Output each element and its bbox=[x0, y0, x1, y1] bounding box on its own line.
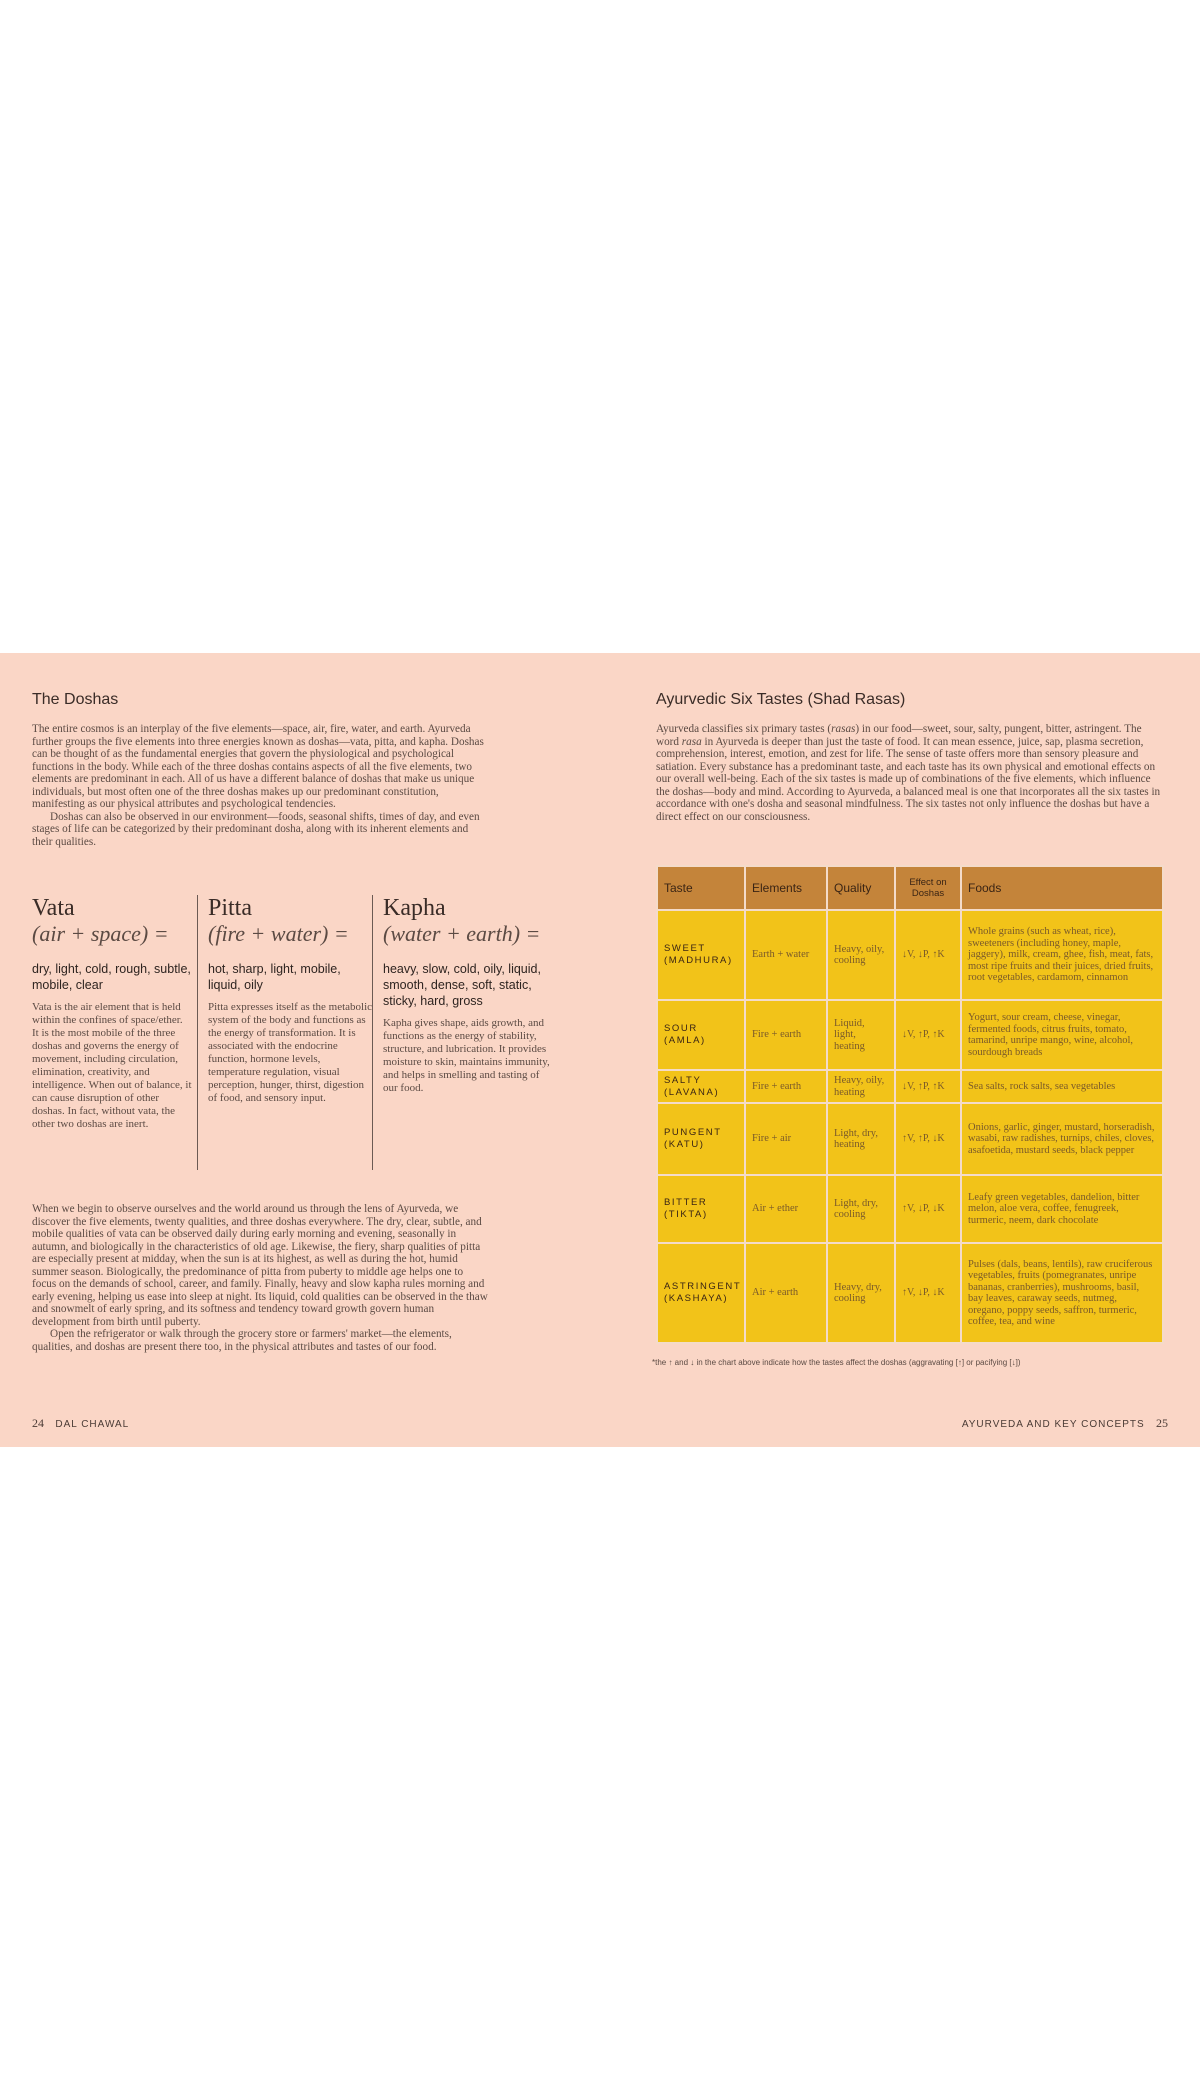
elements-cell: Air + ether bbox=[745, 1175, 827, 1243]
elements-cell: Air + earth bbox=[745, 1243, 827, 1343]
elements-cell: Fire + air bbox=[745, 1103, 827, 1175]
doshas-intro bbox=[32, 723, 487, 848]
doshas-outro-p2: Open the refrigerator or walk through the grocery store or farmers' market—the elements, qualities, and doshas are present there too, in the physical attributes and tastes of our food. bbox=[32, 1328, 452, 1354]
effect-cell: ↓V, ↑P, ↑K bbox=[895, 1070, 961, 1103]
table-row bbox=[657, 910, 1163, 1000]
foods-cell: Pulses (dals, beans, lentils), raw cruciferous vegetables, fruits (pomegranates, unripe bananas, cranberries), mushrooms, basil, bay leaves, caraway seeds, nutmeg, oregano, poppy seeds, saffron, turmeric, coffee, tea, and wine bbox=[961, 1243, 1163, 1343]
doshas-title: The Doshas bbox=[32, 691, 119, 708]
quality-cell: Liquid, light, heating bbox=[827, 1000, 895, 1070]
taste-cell: BITTER (TIKTA) bbox=[657, 1175, 745, 1243]
dosha-equation: (air + space) = bbox=[32, 921, 169, 946]
taste-cell: PUNGENT (KATU) bbox=[657, 1103, 745, 1175]
effect-cell: ↓V, ↑P, ↑K bbox=[895, 1000, 961, 1070]
doshas-outro-p1: When we begin to observe ourselves and the world around us through the lens of Ayurveda, we discover the five elements, twenty qualities, and three doshas everywhere. The dry, clear, subtle, and mobile qualities of vata can be observed daily during early morning and evening, seasonally in autumn, and biologically in the characteristics of old age. Likewise, the fiery, sharp qualities of pitta are especially present at midday, when the sun is at its highest, as well as during the hot, humid summer season. Biologically, the predominance of pitta from puberty to middle age helps one to focus on the demands of school, career, and family. Finally, heavy and slow kapha rules morning and early evening, helping us ease into sleep at night. Its liquid, cold qualities can be observed in the thaw and snowmelt of early spring, and its softness and tendency toward growth govern human development from birth until puberty. bbox=[32, 1203, 488, 1328]
foods-cell: Leafy green vegetables, dandelion, bitter melon, aloe vera, coffee, fenugreek, turmeric, neem, dark chocolate bbox=[961, 1175, 1163, 1243]
taste-cell: SALTY (LAVANA) bbox=[657, 1070, 745, 1103]
dosha-description: Pitta expresses itself as the metabolic system of the body and functions as the energy of transformation. It is associated with the endocrine function, hormone levels, temperature regulation, visual perception, hunger, thirst, digestion of food, and sensory input. bbox=[208, 1001, 373, 1104]
book-spread bbox=[0, 653, 1200, 1447]
elements-cell: Fire + earth bbox=[745, 1000, 827, 1070]
dosha-qualities: dry, light, cold, rough, subtle, mobile, clear bbox=[32, 962, 191, 992]
tastes-intro-em2: rasa bbox=[681, 735, 702, 748]
running-footer-right: AYURVEDA AND KEY CONCEPTS bbox=[961, 1419, 1145, 1430]
dosha-name: Kapha bbox=[383, 895, 446, 921]
effect-cell: ↑V, ↓P, ↓K bbox=[895, 1175, 961, 1243]
foods-cell: Sea salts, rock salts, sea vegetables bbox=[961, 1070, 1163, 1103]
table-header-row bbox=[657, 866, 1163, 910]
dosha-name: Pitta bbox=[208, 895, 253, 921]
dosha-name: Vata bbox=[32, 895, 75, 921]
table-row bbox=[657, 1070, 1163, 1103]
tastes-intro bbox=[656, 723, 1164, 823]
tastes-title: Ayurvedic Six Tastes (Shad Rasas) bbox=[656, 691, 906, 708]
table-row bbox=[657, 1175, 1163, 1243]
quality-cell: Heavy, dry, cooling bbox=[827, 1243, 895, 1343]
taste-cell: SWEET (MADHURA) bbox=[657, 910, 745, 1000]
header-foods: Foods bbox=[961, 866, 1163, 910]
elements-cell: Earth + water bbox=[745, 910, 827, 1000]
header-elements: Elements bbox=[745, 866, 827, 910]
dosha-columns bbox=[32, 895, 552, 1170]
dosha-qualities: heavy, slow, cold, oily, liquid, smooth, dense, soft, static, sticky, hard, gross bbox=[383, 962, 541, 1008]
foods-cell: Whole grains (such as wheat, rice), sweeteners (including honey, maple, jaggery), milk, cream, ghee, fish, meat, fats, most ripe fruits and their juices, dried fruits, root vegetables, cardamom, cinnamon bbox=[961, 910, 1163, 1000]
dosha-equation: (fire + water) = bbox=[208, 921, 349, 946]
dosha-equation: (water + earth) = bbox=[383, 921, 541, 946]
running-footer-left: DAL CHAWAL bbox=[55, 1419, 130, 1430]
header-quality: Quality bbox=[827, 866, 895, 910]
taste-cell: SOUR (AMLA) bbox=[657, 1000, 745, 1070]
header-taste: Taste bbox=[657, 866, 745, 910]
footer-left bbox=[32, 1416, 129, 1431]
doshas-intro-p2: Doshas can also be observed in our environment—foods, seasonal shifts, times of day, and even stages of life can be categorized by their predominant dosha, along with its inherent elements and their qualities. bbox=[32, 810, 480, 848]
table-row bbox=[657, 1103, 1163, 1175]
quality-cell: Light, dry, cooling bbox=[827, 1175, 895, 1243]
taste-cell: ASTRINGENT (KASHAYA) bbox=[657, 1243, 745, 1343]
dosha-column-pitta bbox=[197, 895, 373, 1170]
six-tastes-table bbox=[656, 865, 1164, 1344]
tastes-intro-c: in Ayurveda is deeper than just the taste of food. It can mean essence, juice, sap, plasma secretion, comprehension, interest, emotion, and zest for life. The sense of taste offers more than sensory pleasure and satiation. Every substance has a predominant taste, and each taste has its own physical and emotional effects on our overall well-being. Each of the six tastes is made up of combinations of the five elements, which influence the doshas—body and mind. According to Ayurveda, a balanced meal is one that incorporates all the six tastes in accordance with one's dosha and seasonal mindfulness. The six tastes not only influence the doshas but have a direct effect on our consciousness. bbox=[656, 735, 1161, 823]
effect-cell: ↓V, ↓P, ↑K bbox=[895, 910, 961, 1000]
page-number-right: 25 bbox=[1156, 1416, 1168, 1430]
tastes-intro-a: Ayurveda classifies six primary tastes ( bbox=[656, 723, 832, 735]
table-footnote: *the ↑ and ↓ in the chart above indicate how the tastes affect the doshas (aggravating [↑] or pacifying [↓]) bbox=[652, 1358, 1021, 1367]
dosha-column-kapha bbox=[372, 895, 555, 1170]
doshas-intro-p1: The entire cosmos is an interplay of the five elements—space, air, fire, water, and earth. Ayurveda further groups the five elements into three energies known as doshas—vata, pitta, and kapha. Doshas can be thought of as the fundamental energies that govern the physiological and psychological functions in the body. While each of the three doshas contains aspects of all the five elements, two elements are predominant in each. All of us have a different balance of doshas that make us unique individuals, but most often one of the three doshas makes up our predominant constitution, manifesting as our physical attributes and psychological tendencies. bbox=[32, 723, 484, 811]
page-number-left: 24 bbox=[32, 1416, 44, 1430]
quality-cell: Heavy, oily, heating bbox=[827, 1070, 895, 1103]
footer-right bbox=[962, 1416, 1168, 1431]
header-effect: Effect on Doshas bbox=[895, 866, 961, 910]
effect-cell: ↑V, ↑P, ↓K bbox=[895, 1103, 961, 1175]
elements-cell: Fire + earth bbox=[745, 1070, 827, 1103]
quality-cell: Light, dry, heating bbox=[827, 1103, 895, 1175]
dosha-column-vata bbox=[32, 895, 192, 1170]
foods-cell: Yogurt, sour cream, cheese, vinegar, fermented foods, citrus fruits, tomato, tamarind, unripe mango, wine, alcohol, sourdough breads bbox=[961, 1000, 1163, 1070]
dosha-description: Kapha gives shape, aids growth, and functions as the energy of stability, structure, and lubrication. It provides moisture to skin, maintains immunity, and helps in smelling and tasting of our food. bbox=[383, 1017, 550, 1094]
table-row bbox=[657, 1243, 1163, 1343]
table-row bbox=[657, 1000, 1163, 1070]
foods-cell: Onions, garlic, ginger, mustard, horseradish, wasabi, raw radishes, turnips, chiles, cloves, asafoetida, mustard seeds, black pepper bbox=[961, 1103, 1163, 1175]
doshas-outro bbox=[32, 1203, 490, 1354]
dosha-qualities: hot, sharp, light, mobile, liquid, oily bbox=[208, 962, 341, 992]
tastes-intro-b: ) in our food—sweet, sour, salty, pungent, bitter, astringent. The word bbox=[656, 723, 1142, 748]
dosha-description: Vata is the air element that is held within the confines of space/ether. It is the most mobile of the three doshas and governs the energy of movement, including circulation, elimination, creativity, and intelligence. When out of balance, it can cause disruption of other doshas. In fact, without vata, the other two doshas are inert. bbox=[32, 1001, 192, 1130]
tastes-intro-em1: rasas bbox=[831, 723, 856, 735]
effect-cell: ↑V, ↓P, ↓K bbox=[895, 1243, 961, 1343]
quality-cell: Heavy, oily, cooling bbox=[827, 910, 895, 1000]
